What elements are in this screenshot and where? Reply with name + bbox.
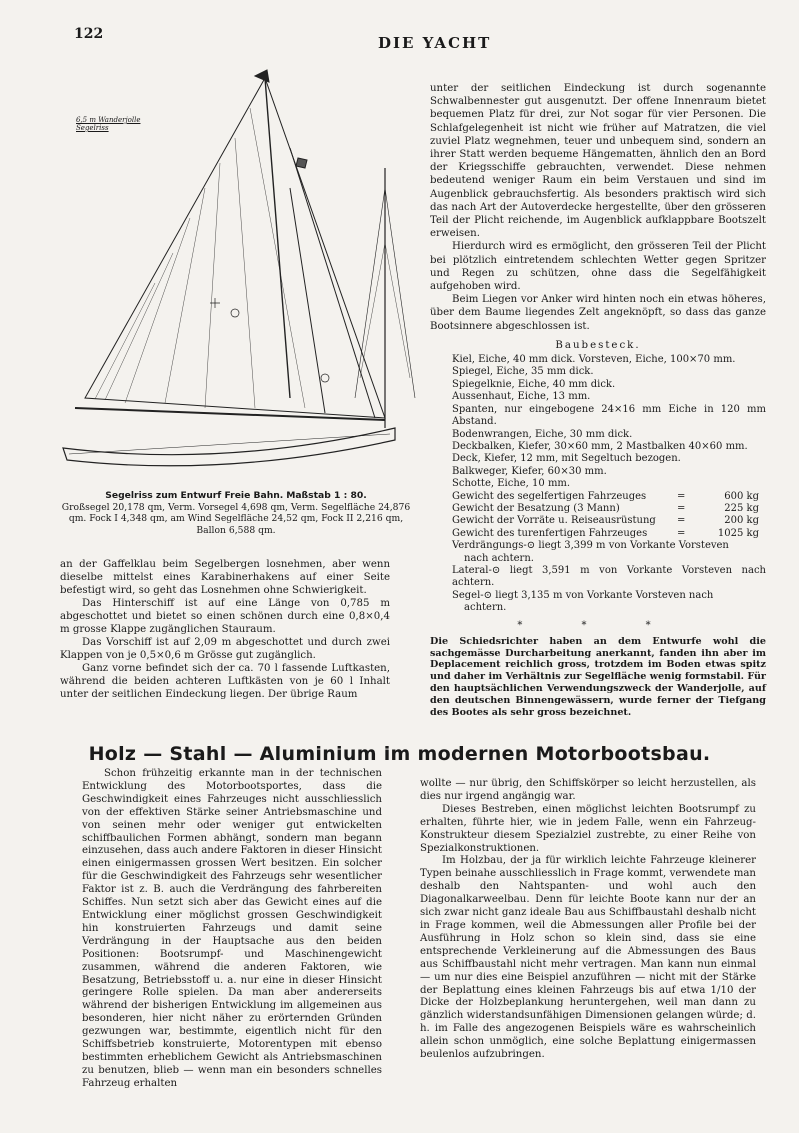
caption-text: Großsegel 20,178 qm, Verm. Vorsegel 4,698 qm, Verm. Segelfläche 24,876 qm. Fock I 4,348 qm, am Wind Segelfläche 24,52 qm, Fock II 2,216 qm, Ballon 6,588 qm. xyxy=(61,501,411,536)
caption-title: Segelriss zum Entwurf Freie Bahn. xyxy=(105,490,284,501)
page-number: 122 xyxy=(74,26,104,42)
weight-value: 225 kg xyxy=(724,502,759,514)
figure-title xyxy=(76,116,140,132)
list-item: Deck, Kiefer, 12 mm, mit Segeltuch bezogen. xyxy=(452,453,681,465)
equals-sign: = xyxy=(677,527,686,539)
list-item: Bodenwrangen, Eiche, 30 mm dick. xyxy=(452,428,633,440)
sail-center-line: Segel-⊙ liegt 3,135 m von Vorkante Vorsteven nach xyxy=(452,589,714,601)
paragraph: Das Hinterschiff ist auf eine Länge von 0,785 m abgeschottet und bietet so einen schönen durch eine 0,8×0,4 m grosse Klappe zugänglichen Stauraum. xyxy=(60,598,390,635)
lateral-line: Lateral-⊙ liegt 3,591 m von Vorkante Vorsteven nach achtern. xyxy=(452,564,766,589)
left-column-bottom xyxy=(82,768,382,1091)
list-item: Spiegel, Eiche, 35 mm dick. xyxy=(452,366,594,378)
paragraph: an der Gaffelklau beim Segelbergen losnehmen, aber wenn dieselbe mittelst eines Karabinerhakens auf einer Seite befestigt wird, so geht das Losnehmen ohne Schwierigkeit. xyxy=(60,559,390,596)
displacement-cont: nach achtern. xyxy=(464,552,534,564)
sail-center-cont: achtern. xyxy=(464,602,507,614)
list-item: Kiel, Eiche, 40 mm dick. Vorsteven, Eiche, 100×70 mm. xyxy=(452,354,736,366)
list-item: Aussenhaut, Eiche, 13 mm. xyxy=(452,391,591,403)
left-column-top xyxy=(60,558,390,701)
spec-list xyxy=(430,354,766,490)
paragraph: Schon frühzeitig erkannte man in der technischen Entwicklung des Motorbootsportes, dass die Geschwindigkeit eines Fahrzeuges nicht ausschliesslich von der effektiven Stärke seiner Antriebsmaschine und von seinen mehr oder weniger gut entwickelten schiffbaulichen Formen abhängt, sondern man begann einzusehen, dass auch andere Faktoren in dieser Hinsicht einen einigermassen grossen Wert besitzen. Ein solcher für die Geschwindigkeit des Fahrzeugs sehr wesentlicher Faktor ist z. B. auch die Verdrängung des fahrbereiten Schiffes. Nun setzt sich aber das Gewicht eines auf die Entwicklung einer möglichst grossen Geschwindigkeit hin konstruierten Fahrzeugs und damit seine Verdrängung in der Hauptsache aus den beiden Positionen: Bootsrumpf- und Maschinengewicht zusammen, während die anderen Faktoren, wie Besatzung, Betriebsstoff u. a. nur eine in dieser Hinsicht geringere Rolle spielen. Da man aber andererseits während der bisherigen Entwicklung im allgemeinen aus besonderen, hier nicht näher zu erörternden Gründen gezwungen war, bestimmte, eigentlich nicht für den Schiffsbetrieb konstruierte, Motorentypen mit ebenso bestimmten erheblichem Gewicht als Antriebsmaschinen zu benutzen, blieb — wenn man ein besonders schnelles Fahrzeug erhalten xyxy=(82,768,382,1089)
paragraph: Dieses Bestreben, einen möglichst leichten Bootsrumpf zu erhalten, führte hier, wie in jedem Falle, wenn ein Fahrzeug-Konstrukteur diesem Spezialziel zustrebte, zu einer Reihe von Spezialkonstruktionen. xyxy=(420,803,756,854)
caption-scale: Maßstab 1 : 80. xyxy=(286,490,367,501)
weight-row xyxy=(430,528,766,540)
figure-title-line1: 6,5 m Wanderjolle xyxy=(76,116,141,124)
displacement-line: Verdrängungs-⊙ liegt 3,399 m von Vorkante Vorsteven xyxy=(452,540,729,552)
right-column-bottom xyxy=(420,778,756,1062)
list-item: Spiegelknie, Eiche, 40 mm dick. xyxy=(452,378,616,390)
paragraph: wollte — nur übrig, den Schiffskörper so leicht herzustellen, als dies nur irgend angängig war. xyxy=(420,778,756,802)
weight-value: 600 kg xyxy=(724,490,759,502)
list-item: Balkweger, Kiefer, 60×30 mm. xyxy=(452,465,607,477)
center-points xyxy=(430,540,766,614)
weight-value: 1025 kg xyxy=(717,527,759,539)
judges-paragraph: Die Schiedsrichter haben an dem Entwurfe wohl die sachgemässe Durcharbeitung anerkannt, fanden ihn aber im Deplacement reichlich gross, trotzdem im Boden etwas spitz und daher im Verhältnis zur Segelfläche wenig formstabil. Für den hauptsächlichen Verwendungszweck der Wanderjolle, auf den deutschen Binnengewässern, wurde ferner der Tiefgang des Bootes als sehr gross bezeichnet. xyxy=(430,635,766,718)
weight-row xyxy=(430,491,766,503)
weight-label: Gewicht des turenfertigen Fahrzeuges xyxy=(452,527,648,539)
equals-sign: = xyxy=(677,490,686,502)
paragraph: Im Holzbau, der ja für wirklich leichte Fahrzeuge kleinerer Typen beinahe ausschliesslich in Frage kommt, verwendete man deshalb den Nahtspanten- und wohl auch den Diagonalkarweelbau. Denn für leichte Boote kann nur der an sich zwar nicht ganz ideale Bau aus Schiffbaustahl deshalb nicht in Frage kommen, weil die Abmessungen aller Profile bei der Ausführung in Holz schon so klein sind, dass sie eine entsprechende Verkleinerung auf die Abmessungen des Baus aus Schiffbaustahl nicht mehr vertragen. Man kann nun einmal — um nur dies eine Beispiel anzuführen — nicht mit der Stärke der Beplattung eines kleinen Fahrzeugs bis auf etwa 1/10 der Dicke der Holzbeplankung heruntergehen, weil man dann zu gänzlich widerstandsunfähigen Dimensionen gelangen würde; d. h. im Falle des angezogenen Beispiels wäre es wahrscheinlich allein schon unmöglich, eine solche Beplattung einigermassen beulenlos aufzubringen. xyxy=(420,855,756,1061)
right-column-top xyxy=(430,82,766,718)
paragraph: Das Vorschiff ist auf 2,09 m abgeschottet und durch zwei Klappen von je 0,5×0,6 m Grösse gut zugänglich. xyxy=(60,637,390,661)
weight-label: Gewicht der Vorräte u. Reiseausrüstung xyxy=(452,515,656,527)
weight-row xyxy=(430,503,766,515)
list-item: Schotte, Eiche, 10 mm. xyxy=(452,478,571,490)
weight-row xyxy=(430,515,766,527)
paragraph: Hierdurch wird es ermöglicht, den grösseren Teil der Plicht bei plötzlich eintretendem schlechten Wetter gegen Spritzer und Regen zu schützen, ohne dass die Segelfähigkeit aufgehoben wird. xyxy=(430,241,766,293)
paragraph: Beim Liegen vor Anker wird hinten noch ein etwas höheres, über dem Baume liegendes Zelt angeknöpft, so dass das ganze Bootsinnere abgeschlossen ist. xyxy=(430,294,766,332)
weights-table xyxy=(430,491,766,541)
figure-caption xyxy=(60,490,412,536)
equals-sign: = xyxy=(677,515,686,527)
list-item: Spanten, nur eingebogene 24×16 mm Eiche in 120 mm Abstand. xyxy=(452,403,766,428)
paragraph: Ganz vorne befindet sich der ca. 70 l fassende Luftkasten, während die beiden achteren Luftkästen von je 60 l Inhalt unter der seitlichen Eindeckung liegen. Der übrige Raum xyxy=(60,663,390,700)
equals-sign: = xyxy=(677,502,686,514)
weight-label: Gewicht der Besatzung (3 Mann) xyxy=(452,502,620,514)
figure-title-line2: Segelriss xyxy=(76,124,109,132)
weight-value: 200 kg xyxy=(724,515,759,527)
spec-heading: Baubesteck. xyxy=(555,339,641,351)
list-item: Deckbalken, Kiefer, 30×60 mm, 2 Mastbalken 40×60 mm. xyxy=(452,440,748,452)
article-headline: Holz — Stahl — Aluminium im modernen Motorbootsbau. xyxy=(88,743,711,765)
section-separator: * * * xyxy=(517,619,679,631)
weight-label: Gewicht des segelfertigen Fahrzeuges xyxy=(452,490,647,502)
paragraph: unter der seitlichen Eindeckung ist durch sogenannte Schwalbennester gut ausgenutzt. Der offene Innenraum bietet bequemen Platz für drei, zur Not sogar für vier Personen. Die Schlafgelegenheit ist nicht wie früher auf Matratzen, die viel zuviel Platz wegnehmen, teuer und unbequem sind, sondern an ihrer Statt werden bequeme Hängematten, ähnlich den an Bord der Kriegsschiffe gebrauchten, verwendet. Diese nehmen bedeutend weniger Raum ein beim Verstauen und sind im Augenblick gebrauchsfertig. Als besonders praktisch wird sich das nach Art der Autoverdecke hergestellte, über den grösseren Teil der Plicht reichende, im Augenblick aufklappbare Bootszelt erweisen. xyxy=(430,83,766,240)
running-head: DIE YACHT xyxy=(378,34,492,52)
